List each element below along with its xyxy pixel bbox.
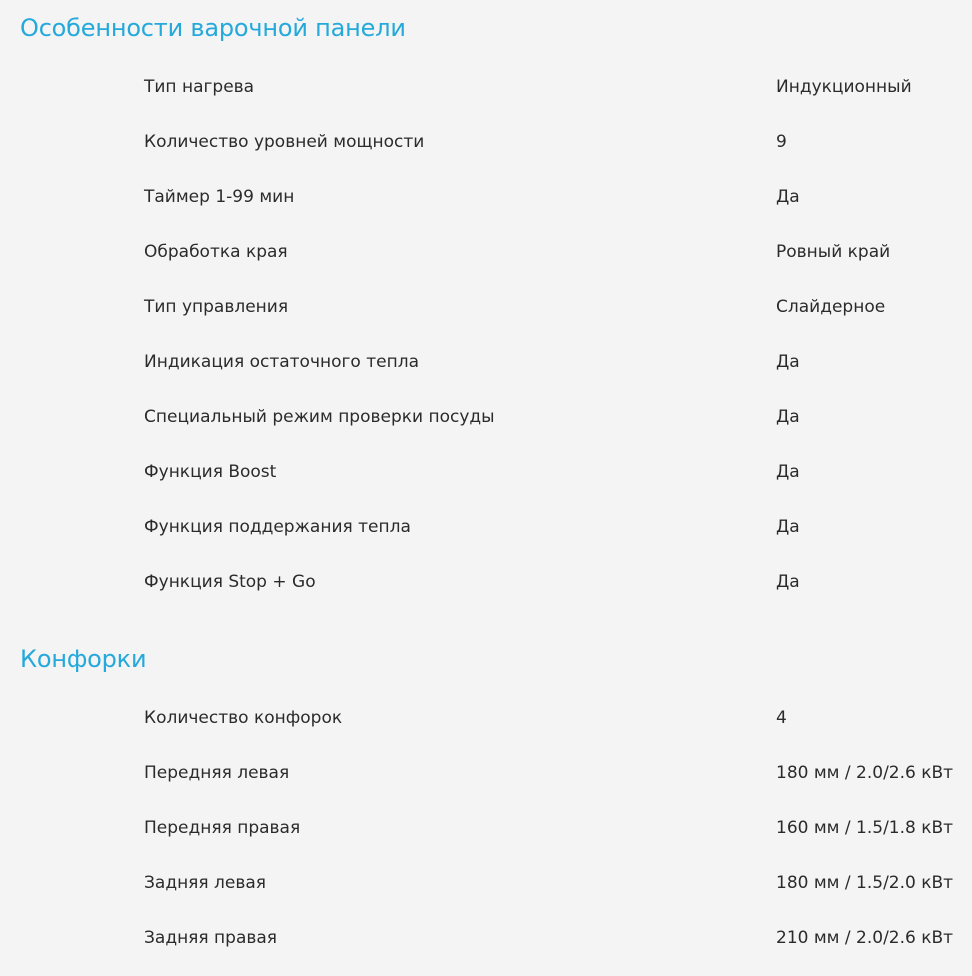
spec-row — [0, 280, 972, 335]
spec-row — [0, 335, 972, 390]
spec-value: Индукционный — [776, 77, 912, 97]
spec-value: Ровный край — [776, 242, 891, 262]
spec-label: Функция Boost — [144, 462, 277, 482]
spec-value: Да — [776, 572, 800, 592]
spec-label: Таймер 1-99 мин — [144, 187, 295, 207]
spec-label: Передняя левая — [144, 763, 290, 783]
spec-value: Слайдерное — [776, 297, 886, 317]
spec-value: 9 — [776, 132, 787, 152]
spec-value: Да — [776, 187, 800, 207]
spec-row — [0, 500, 972, 555]
spec-label: Функция поддержания тепла — [144, 517, 411, 537]
spec-row — [0, 390, 972, 445]
spec-row — [0, 555, 972, 610]
spec-label: Передняя правая — [144, 818, 301, 838]
spec-row — [0, 60, 972, 115]
spec-label: Задняя правая — [144, 928, 278, 948]
spec-value: Да — [776, 352, 800, 372]
spec-row — [0, 856, 972, 911]
section-title: Конфорки — [20, 645, 147, 673]
spec-row — [0, 170, 972, 225]
spec-row — [0, 225, 972, 280]
spec-row — [0, 691, 972, 746]
spec-value: Да — [776, 462, 800, 482]
spec-value: 180 мм / 1.5/2.0 кВт — [776, 873, 954, 893]
spec-label: Индикация остаточного тепла — [144, 352, 419, 372]
spec-label: Функция Stop + Go — [144, 572, 316, 592]
spec-label: Специальный режим проверки посуды — [144, 407, 495, 427]
section-title: Особенности варочной панели — [20, 14, 406, 42]
spec-label: Тип нагрева — [144, 77, 255, 97]
spec-row — [0, 746, 972, 801]
spec-row — [0, 445, 972, 500]
spec-value: Да — [776, 517, 800, 537]
spec-row — [0, 801, 972, 856]
spec-label: Тип управления — [144, 297, 289, 317]
spec-label: Количество уровней мощности — [144, 132, 425, 152]
spec-value: 4 — [776, 708, 787, 728]
spec-label: Задняя левая — [144, 873, 267, 893]
spec-value: Да — [776, 407, 800, 427]
spec-value: 180 мм / 2.0/2.6 кВт — [776, 763, 954, 783]
spec-row — [0, 115, 972, 170]
spec-label: Количество конфорок — [144, 708, 343, 728]
spec-value: 210 мм / 2.0/2.6 кВт — [776, 928, 954, 948]
spec-value: 160 мм / 1.5/1.8 кВт — [776, 818, 954, 838]
spec-row — [0, 911, 972, 966]
spec-label: Обработка края — [144, 242, 288, 262]
